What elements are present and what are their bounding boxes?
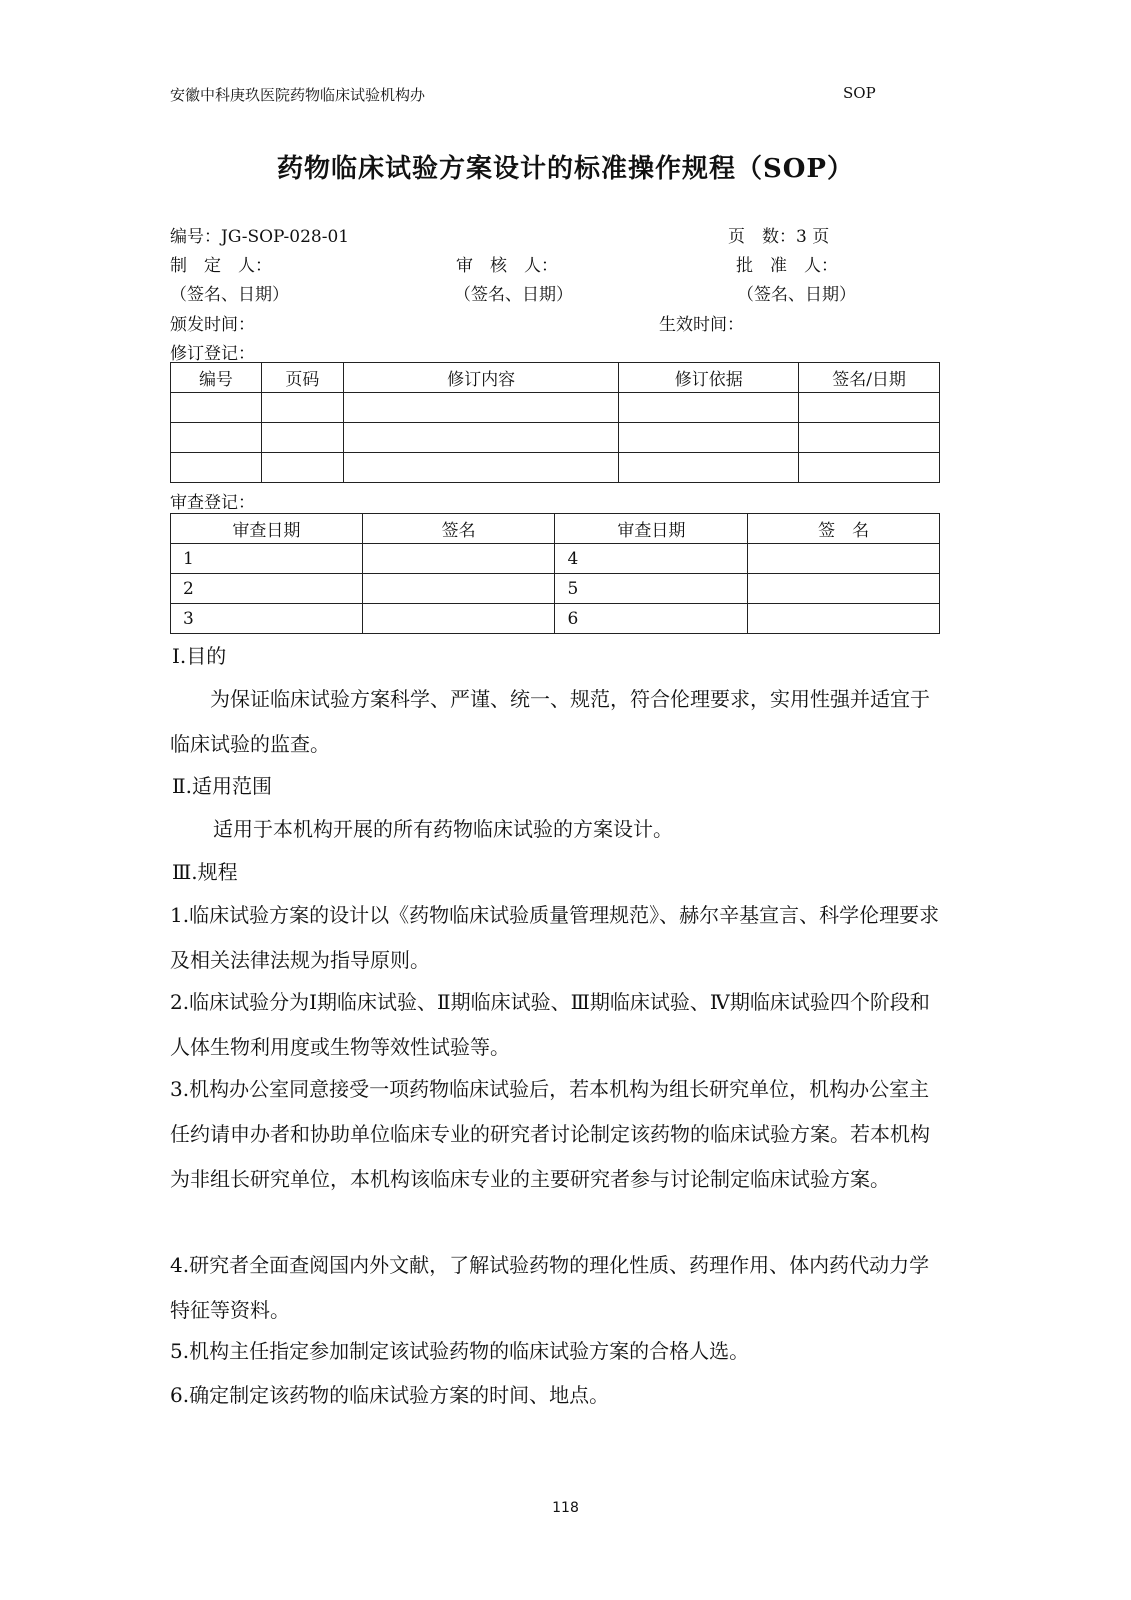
doc-code: 编号：JG-SOP-028-01 <box>170 227 350 247</box>
author-label: 制 定 人： <box>170 256 272 276</box>
review-cell <box>748 544 940 574</box>
review-col-sign-2: 签 名 <box>748 514 940 544</box>
review-cell: 3 <box>171 604 363 634</box>
review-cell: 4 <box>555 544 748 574</box>
approver-label: 批 准 人： <box>736 256 838 276</box>
procedure-step-6: 6.确定制定该药物的临床试验方案的时间、地点。 <box>170 1383 610 1407</box>
document-title: 药物临床试验方案设计的标准操作规程（SOP） <box>277 154 854 184</box>
review-cell: 2 <box>171 574 363 604</box>
table-row <box>171 544 940 574</box>
table-row <box>171 423 940 453</box>
page-count: 页 数：3 页 <box>728 227 830 247</box>
revision-col-page: 页码 <box>261 363 343 393</box>
table-row <box>171 604 940 634</box>
review-cell: 5 <box>555 574 748 604</box>
procedure-step-5: 5.机构主任指定参加制定该试验药物的临床试验方案的合格人选。 <box>170 1339 750 1363</box>
section-heading-scope: Ⅱ.适用范围 <box>172 774 272 798</box>
effective-date-label: 生效时间： <box>659 315 744 335</box>
review-col-sign-1: 签名 <box>362 514 555 544</box>
revision-table <box>170 362 940 483</box>
revision-col-basis: 修订依据 <box>619 363 799 393</box>
review-cell <box>748 604 940 634</box>
review-cell <box>362 544 555 574</box>
page-number: 118 <box>552 1500 579 1516</box>
review-cell <box>362 604 555 634</box>
review-cell: 6 <box>555 604 748 634</box>
review-label: 审查登记： <box>170 493 255 513</box>
reviewer-sign-date: （签名、日期） <box>454 285 573 305</box>
review-table <box>170 513 940 634</box>
author-sign-date: （签名、日期） <box>170 285 289 305</box>
section-heading-purpose: Ⅰ.目的 <box>172 644 227 668</box>
review-cell <box>362 574 555 604</box>
review-col-date-1: 审查日期 <box>171 514 363 544</box>
procedure-step-4: 4.研究者全面查阅国内外文献，了解试验药物的理化性质、药理作用、体内药代动力学特征等资料。 <box>170 1253 930 1322</box>
revision-col-number: 编号 <box>171 363 262 393</box>
table-row <box>171 574 940 604</box>
section-body-scope: 适用于本机构开展的所有药物临床试验的方案设计。 <box>213 817 673 841</box>
procedure-step-3: 3.机构办公室同意接受一项药物临床试验后，若本机构为组长研究单位，机构办公室主任约请申办者和协助单位临床专业的研究者讨论制定该药物的临床试验方案。若本机构为非组长研究单位，本机构该临床专业的主要研究者参与讨论制定临床试验方案。 <box>170 1077 930 1191</box>
issue-date-label: 颁发时间： <box>170 315 255 335</box>
review-col-date-2: 审查日期 <box>555 514 748 544</box>
revision-col-content: 修订内容 <box>343 363 619 393</box>
revision-label: 修订登记： <box>170 344 255 364</box>
table-row <box>171 393 940 423</box>
header-tag: SOP <box>843 84 876 102</box>
approver-sign-date: （签名、日期） <box>737 285 856 305</box>
header-org: 安徽中科庚玖医院药物临床试验机构办 <box>170 86 426 104</box>
revision-header-row <box>171 363 940 393</box>
review-cell: 1 <box>171 544 363 574</box>
procedure-step-1: 1.临床试验方案的设计以《药物临床试验质量管理规范》、赫尔辛基宣言、科学伦理要求及相关法律法规为指导原则。 <box>170 903 940 972</box>
revision-col-sign: 签名/日期 <box>799 363 940 393</box>
procedure-step-2: 2.临床试验分为Ⅰ期临床试验、Ⅱ期临床试验、Ⅲ期临床试验、Ⅳ期临床试验四个阶段和人体生物利用度或生物等效性试验等。 <box>170 990 930 1059</box>
review-header-row <box>171 514 940 544</box>
table-row <box>171 453 940 483</box>
section-heading-procedure: Ⅲ.规程 <box>172 860 238 884</box>
reviewer-label: 审 核 人： <box>456 256 558 276</box>
review-cell <box>748 574 940 604</box>
section-body-purpose: 为保证临床试验方案科学、严谨、统一、规范，符合伦理要求，实用性强并适宜于临床试验的监查。 <box>170 687 930 756</box>
